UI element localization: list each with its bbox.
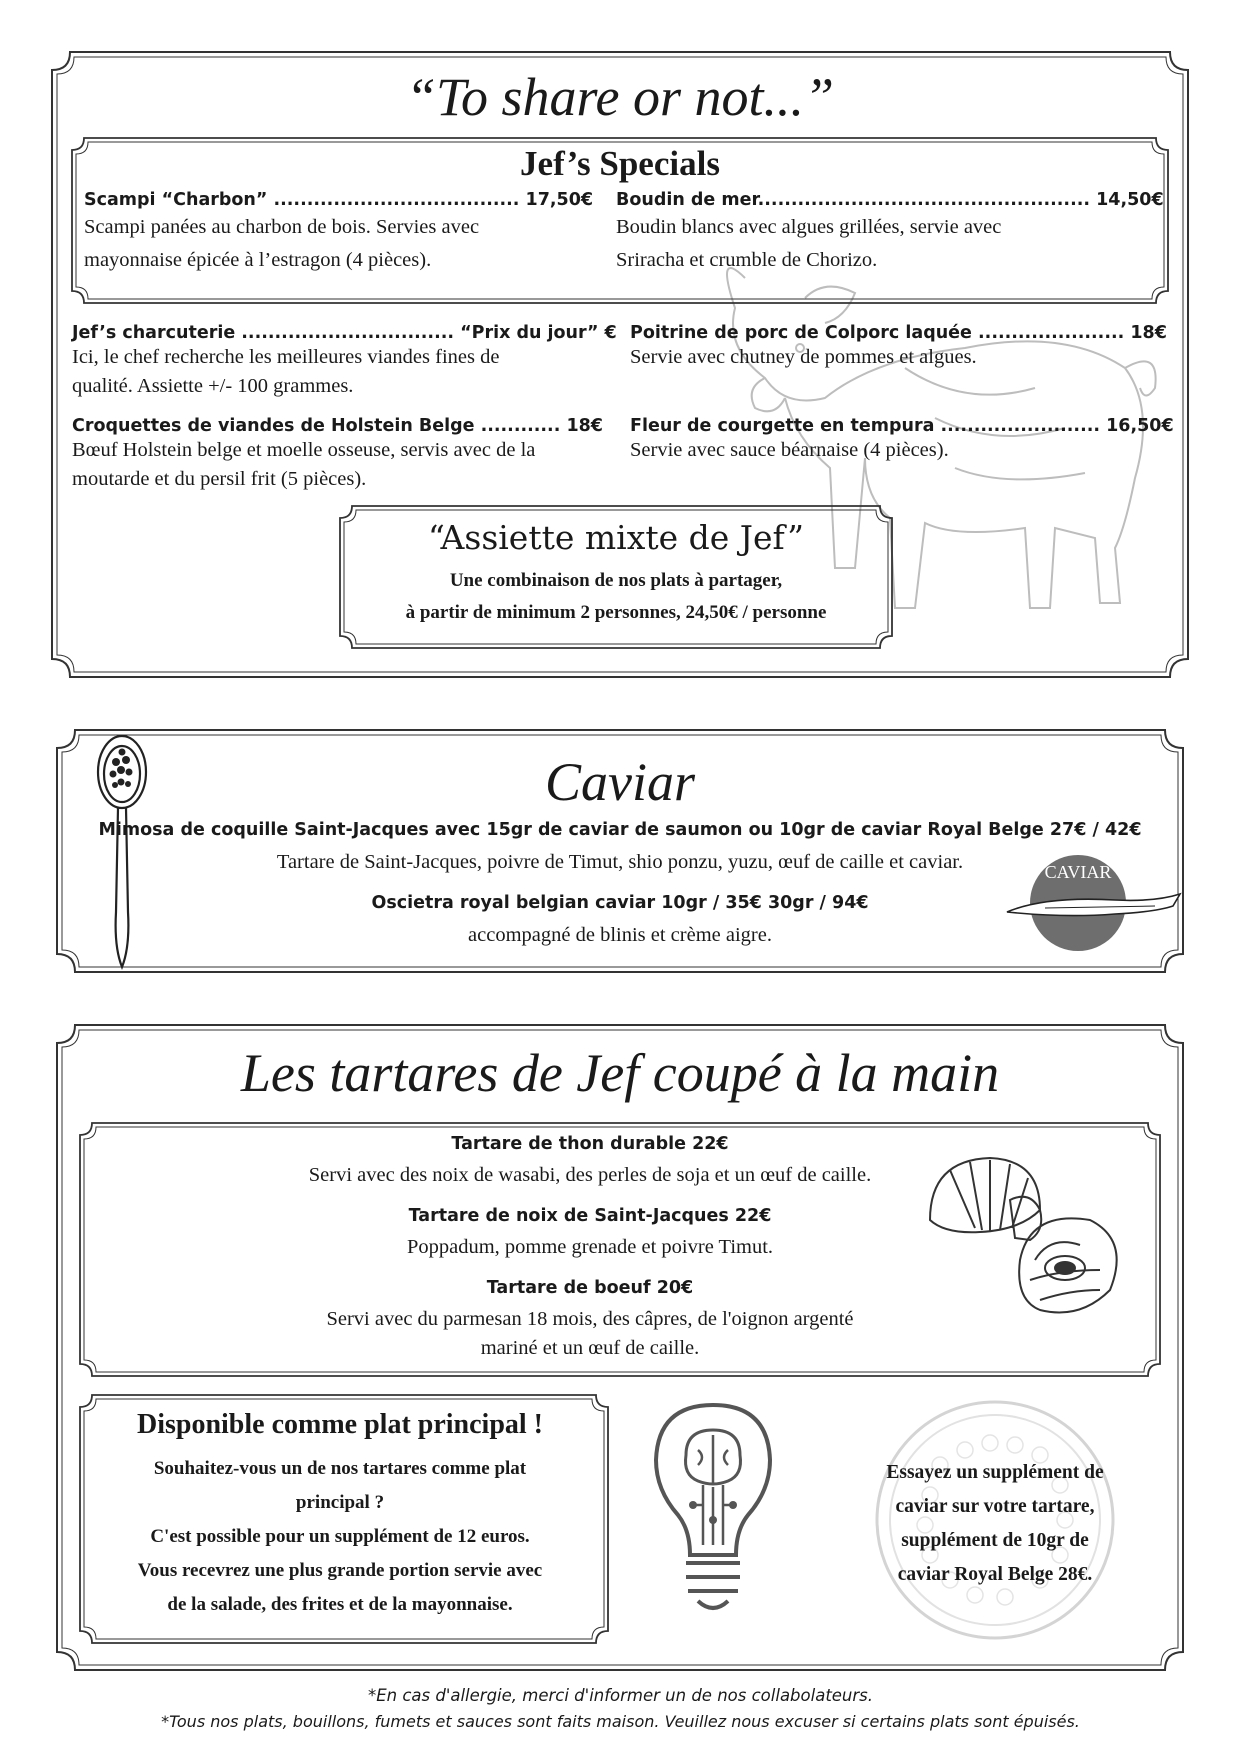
menu-item-desc: Bœuf Holstein belge et moelle osseuse, servis avec de la (72, 439, 536, 461)
caviar-item-desc: accompagné de blinis et crème aigre. (468, 924, 772, 946)
tartare-name: Tartare de boeuf 20€ (486, 1278, 694, 1298)
special-item-name: Scampi “Charbon” ..................................... 17,50€ (84, 190, 594, 210)
principal-title: Disponible comme plat principal ! (136, 1409, 543, 1440)
supplement-line: supplément de 10gr de (901, 1530, 1089, 1551)
principal-line: C'est possible pour un supplément de 12 euros. (150, 1526, 530, 1547)
caviar-item-desc: Tartare de Saint-Jacques, poivre de Timut, shio ponzu, yuzu, œuf de caille et caviar. (276, 851, 964, 873)
share-title: “To share or not...” (405, 67, 835, 127)
supplement-line: Essayez un supplément de (886, 1462, 1104, 1483)
special-item-desc: Sriracha et crumble de Chorizo. (616, 249, 878, 271)
caviar-title: Caviar (544, 752, 695, 812)
footer-note: *En cas d'allergie, merci d'informer un de nos collabolateurs. (367, 1686, 874, 1705)
sturgeon-icon (1005, 888, 1185, 928)
tartare-name: Tartare de thon durable 22€ (451, 1134, 729, 1154)
caviar-badge-text: CAVIAR (1044, 862, 1112, 882)
tartares-title: Les tartares de Jef coupé à la main (240, 1043, 1000, 1103)
caviar-item-name: Mimosa de coquille Saint-Jacques avec 15gr de caviar de saumon ou 10gr de caviar Royal Belge 27€ / 42€ (98, 820, 1142, 840)
assiette-line: Une combinaison de nos plats à partager, (449, 570, 783, 591)
special-item-desc: Scampi panées au charbon de bois. Servies avec (84, 216, 480, 238)
menu-item-desc: Servie avec sauce béarnaise (4 pièces). (630, 439, 949, 461)
menu-item-name: Poitrine de porc de Colporc laquée ...................... 18€ (630, 323, 1167, 343)
principal-line: de la salade, des frites et de la mayonnaise. (167, 1594, 513, 1615)
menu-item-desc: qualité. Assiette +/- 100 grammes. (72, 375, 354, 397)
caviar-item-name: Oscietra royal belgian caviar 10gr / 35€ 30gr / 94€ (371, 893, 869, 913)
supplement-line: caviar Royal Belge 28€. (897, 1564, 1093, 1585)
lightbulb-brain-icon (648, 1395, 778, 1620)
menu-item-desc: moutarde et du persil frit (5 pièces). (72, 468, 367, 490)
tartare-desc: Servi avec du parmesan 18 mois, des câpres, de l'oignon argenté (326, 1308, 854, 1330)
menu-item-name: Croquettes de viandes de Holstein Belge ............ 18€ (72, 416, 603, 436)
menu-item (630, 416, 1174, 465)
menu-item-desc: Servie avec chutney de pommes et algues. (630, 346, 977, 368)
tartare-desc: Servi avec des noix de wasabi, des perles de soja et un œuf de caille. (308, 1164, 872, 1186)
menu-item (630, 323, 1170, 372)
principal-line: Vous recevrez une plus grande portion servie avec (137, 1560, 543, 1581)
special-item (84, 190, 604, 276)
special-item-name: Boudin de mer.................................................. 14,50€ (616, 190, 1164, 210)
assiette-line: à partir de minimum 2 personnes, 24,50€ / personne (405, 602, 827, 623)
menu-item-name: Fleur de courgette en tempura ........................ 16,50€ (630, 416, 1174, 436)
assiette-title: “Assiette mixte de Jef” (427, 518, 805, 557)
menu-item-name: Jef’s charcuterie ................................ “Prix du jour” € (72, 323, 617, 343)
supplement-line: caviar sur votre tartare, (895, 1496, 1095, 1517)
menu-item (72, 323, 617, 401)
footer-note: *Tous nos plats, bouillons, fumets et sauces sont faits maison. Veuillez nous excuser si certains plats sont épuisés. (161, 1712, 1080, 1731)
tartare-desc: mariné et un œuf de caille. (480, 1337, 700, 1359)
scallop-shell-icon (920, 1150, 1140, 1350)
principal-line: Souhaitez-vous un de nos tartares comme plat (153, 1458, 527, 1479)
menu-item (72, 416, 617, 494)
special-item-desc: mayonnaise épicée à l’estragon (4 pièces). (84, 249, 432, 271)
tartare-desc: Poppadum, pomme grenade et poivre Timut. (406, 1236, 774, 1258)
tartare-name: Tartare de noix de Saint-Jacques 22€ (408, 1206, 772, 1226)
special-item (616, 190, 1164, 276)
special-item-desc: Boudin blancs avec algues grillées, servie avec (616, 216, 1002, 238)
specials-title: Jef’s Specials (520, 144, 720, 183)
menu-item-desc: Ici, le chef recherche les meilleures viandes fines de (72, 346, 500, 368)
principal-line: principal ? (295, 1492, 385, 1513)
